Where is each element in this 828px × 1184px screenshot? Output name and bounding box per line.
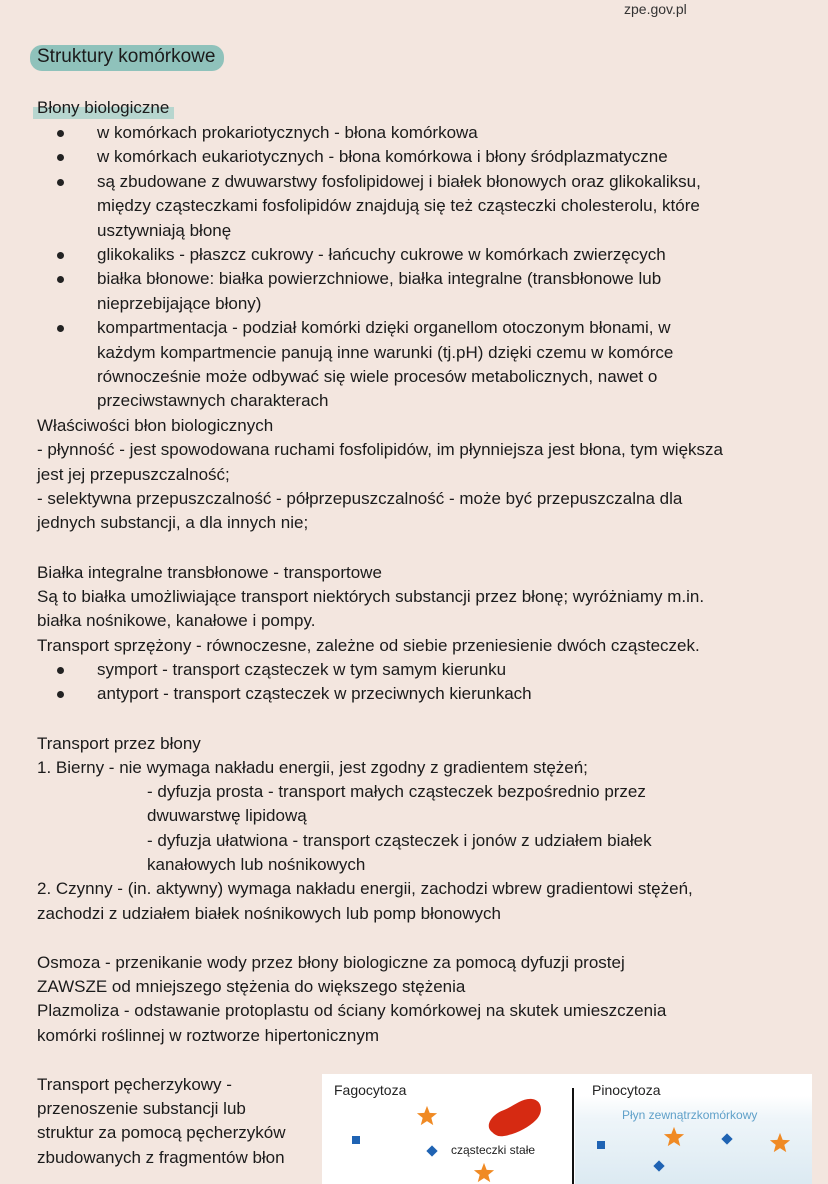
bullet-dot: [57, 130, 64, 137]
section-heading-proteins: Białka integralne transbłonowe - transportowe: [37, 563, 382, 582]
source-label: zpe.gov.pl: [624, 1, 687, 17]
bullet-dot: [57, 154, 64, 161]
pinocytosis-label: Pinocytoza: [592, 1082, 661, 1098]
bullet-line: glikokaliks - płaszcz cukrowy - łańcuchy cukrowe w komórkach zwierzęcych: [97, 245, 666, 264]
bullet-line: w komórkach eukariotycznych - błona komórkowa i błony śródplazmatyczne: [97, 147, 668, 166]
bullet-line: między cząsteczkami fosfolipidów znajdują się też cząsteczki cholesterolu, które: [97, 196, 700, 215]
bullet-line: każdym kompartmencie panują inne warunki (tj.pH) dzięki czemu w komórce: [97, 343, 674, 362]
text-line: Transport sprzężony - równoczesne, zależne od siebie przeniesienie dwóch cząsteczek.: [37, 636, 700, 655]
text-line: Osmoza - przenikanie wody przez błony biologiczne za pomocą dyfuzji prostej: [37, 953, 625, 972]
text-line: przenoszenie substancji lub: [37, 1099, 246, 1118]
solid-particles-label: cząsteczki stałe: [451, 1143, 536, 1157]
star-icon: [416, 1105, 438, 1127]
star-icon: [769, 1132, 791, 1154]
star-icon: [473, 1162, 495, 1184]
bullet-line: usztywniają błonę: [97, 221, 232, 240]
bullet-line: nieprzebijające błony): [97, 294, 262, 313]
phagocytosis-label: Fagocytoza: [334, 1082, 407, 1098]
text-line: dwuwarstwę lipidową: [147, 806, 307, 825]
text-line: zachodzi z udziałem białek nośnikowych lub pomp błonowych: [37, 904, 501, 923]
text-line: komórki roślinnej w roztworze hipertonicznym: [37, 1026, 380, 1045]
solid-particle-blob-icon: [486, 1096, 544, 1138]
text-line: Są to białka umożliwiające transport niektórych substancji przez błonę; wyróżniamy m.in.: [37, 587, 705, 606]
text-line: 1. Bierny - nie wymaga nakładu energii, jest zgodny z gradientem stężeń;: [37, 758, 588, 777]
text-line: kanałowych lub nośnikowych: [147, 855, 366, 874]
bullet-dot: [57, 691, 64, 698]
endocytosis-figure: [322, 1074, 812, 1184]
text-line: 2. Czynny - (in. aktywny) wymaga nakładu energii, zachodzi wbrew gradientowi stężeń,: [37, 879, 693, 898]
bullet-dot: [57, 667, 64, 674]
bullet-line: równocześnie może odbywać się wiele procesów metabolicznych, nawet o: [97, 367, 658, 386]
text-line: zbudowanych z fragmentów błon: [37, 1148, 285, 1167]
text-line: ZAWSZE od mniejszego stężenia do większego stężenia: [37, 977, 466, 996]
text-line: Transport pęcherzykowy -: [37, 1075, 232, 1094]
text-line: - płynność - jest spowodowana ruchami fosfolipidów, im płynniejsza jest błona, tym większa: [37, 440, 723, 459]
bullet-dot: [57, 276, 64, 283]
star-icon: [663, 1126, 685, 1148]
bullet-line: kompartmentacja - podział komórki dzięki organellom otoczonym błonami, w: [97, 318, 671, 337]
bullet-line: białka błonowe: białka powierzchniowe, białka integralne (transbłonowe lub: [97, 269, 662, 288]
section-heading-properties: Właściwości błon biologicznych: [37, 416, 274, 435]
text-line: Plazmoliza - odstawanie protoplastu od ściany komórkowej na skutek umieszczenia: [37, 1001, 667, 1020]
text-line: struktur za pomocą pęcherzyków: [37, 1123, 286, 1142]
bullet-dot: [57, 325, 64, 332]
bullet-line: w komórkach prokariotycznych - błona komórkowa: [97, 123, 478, 142]
text-line: białka nośnikowe, kanałowe i pompy.: [37, 611, 316, 630]
text-line: - dyfuzja prosta - transport małych cząsteczek bezpośrednio przez: [147, 782, 646, 801]
text-line: jest jej przepuszczalność;: [37, 465, 230, 484]
bullet-dot: [57, 252, 64, 259]
bullet-line: symport - transport cząsteczek w tym samym kierunku: [97, 660, 507, 679]
text-line: jednych substancji, a dla innych nie;: [37, 513, 309, 532]
particle-diamond-icon: [426, 1145, 437, 1156]
bullet-line: przeciwstawnych charakterach: [97, 391, 329, 410]
page-title: Struktury komórkowe: [30, 45, 224, 71]
text-line: - dyfuzja ułatwiona - transport cząsteczek i jonów z udziałem białek: [147, 831, 652, 850]
bullet-line: antyport - transport cząsteczek w przeciwnych kierunkach: [97, 684, 532, 703]
bullet-line: są zbudowane z dwuwarstwy fosfolipidowej i białek błonowych oraz glikokaliksu,: [97, 172, 701, 191]
bullet-dot: [57, 179, 64, 186]
section-heading-membranes: Błony biologiczne: [33, 97, 174, 119]
text-line: - selektywna przepuszczalność - półprzepuszczalność - może być przepuszczalna dla: [37, 489, 683, 508]
section-heading-transport: Transport przez błony: [37, 734, 201, 753]
extracellular-fluid-label: Płyn zewnątrzkomórkowy: [622, 1108, 758, 1122]
particle-square-icon: [597, 1141, 605, 1149]
particle-square-icon: [352, 1136, 360, 1144]
